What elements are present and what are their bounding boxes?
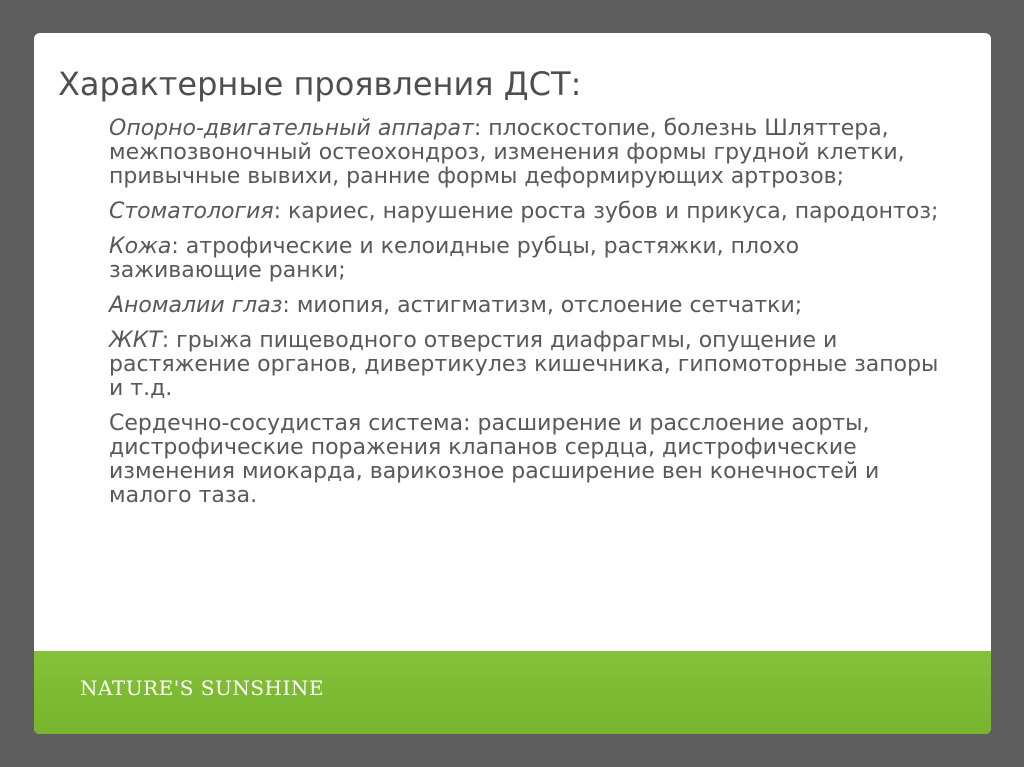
list-item-skin xyxy=(109,235,949,283)
list-item-text: : миопия, астигматизм, отслоение сетчатки; xyxy=(282,293,803,318)
list-item-cardiovascular xyxy=(109,412,949,508)
list-item-term: ЖКТ xyxy=(109,328,162,353)
list-item-gi xyxy=(109,329,949,401)
company-logo: NATURE'S SUNSHINE xyxy=(80,676,324,700)
content-list xyxy=(109,117,949,519)
list-item-text: : атрофические и келоидные рубцы, растяжки, плохо заживающие ранки; xyxy=(109,234,800,283)
list-item-eyes xyxy=(109,294,949,318)
list-item-term: Аномалии глаз xyxy=(109,293,283,318)
list-item-dentistry xyxy=(109,200,949,224)
list-item-term: Кожа xyxy=(109,234,172,259)
list-item-musculoskeletal xyxy=(109,117,949,189)
list-item-term: Опорно-двигательный аппарат xyxy=(109,116,474,141)
list-item-text: : плоскостопие, болезнь Шляттера, межпозвоночный остеохондроз, изменения формы грудной клетки, привычные вывихи, ранние формы деформирующих артрозов; xyxy=(109,116,905,189)
slide-title: Характерные проявления ДСТ: xyxy=(58,65,582,103)
list-item-text: : кариес, нарушение роста зубов и прикуса, пародонтоз; xyxy=(273,199,939,224)
list-item-term: Стоматология xyxy=(109,199,274,224)
footer-bar xyxy=(34,651,991,734)
list-item-text: Сердечно-сосудистая система: расширение и расслоение аорты, дистрофические поражения клапанов сердца, дистрофические изменения миокарда, варикозное расширение вен конечностей и малого таза. xyxy=(109,411,880,508)
slide xyxy=(34,33,991,734)
list-item-text: : грыжа пищеводного отверстия диафрагмы, опущение и растяжение органов, дивертикулез кишечника, гипомоторные запоры и т.д. xyxy=(109,328,939,401)
